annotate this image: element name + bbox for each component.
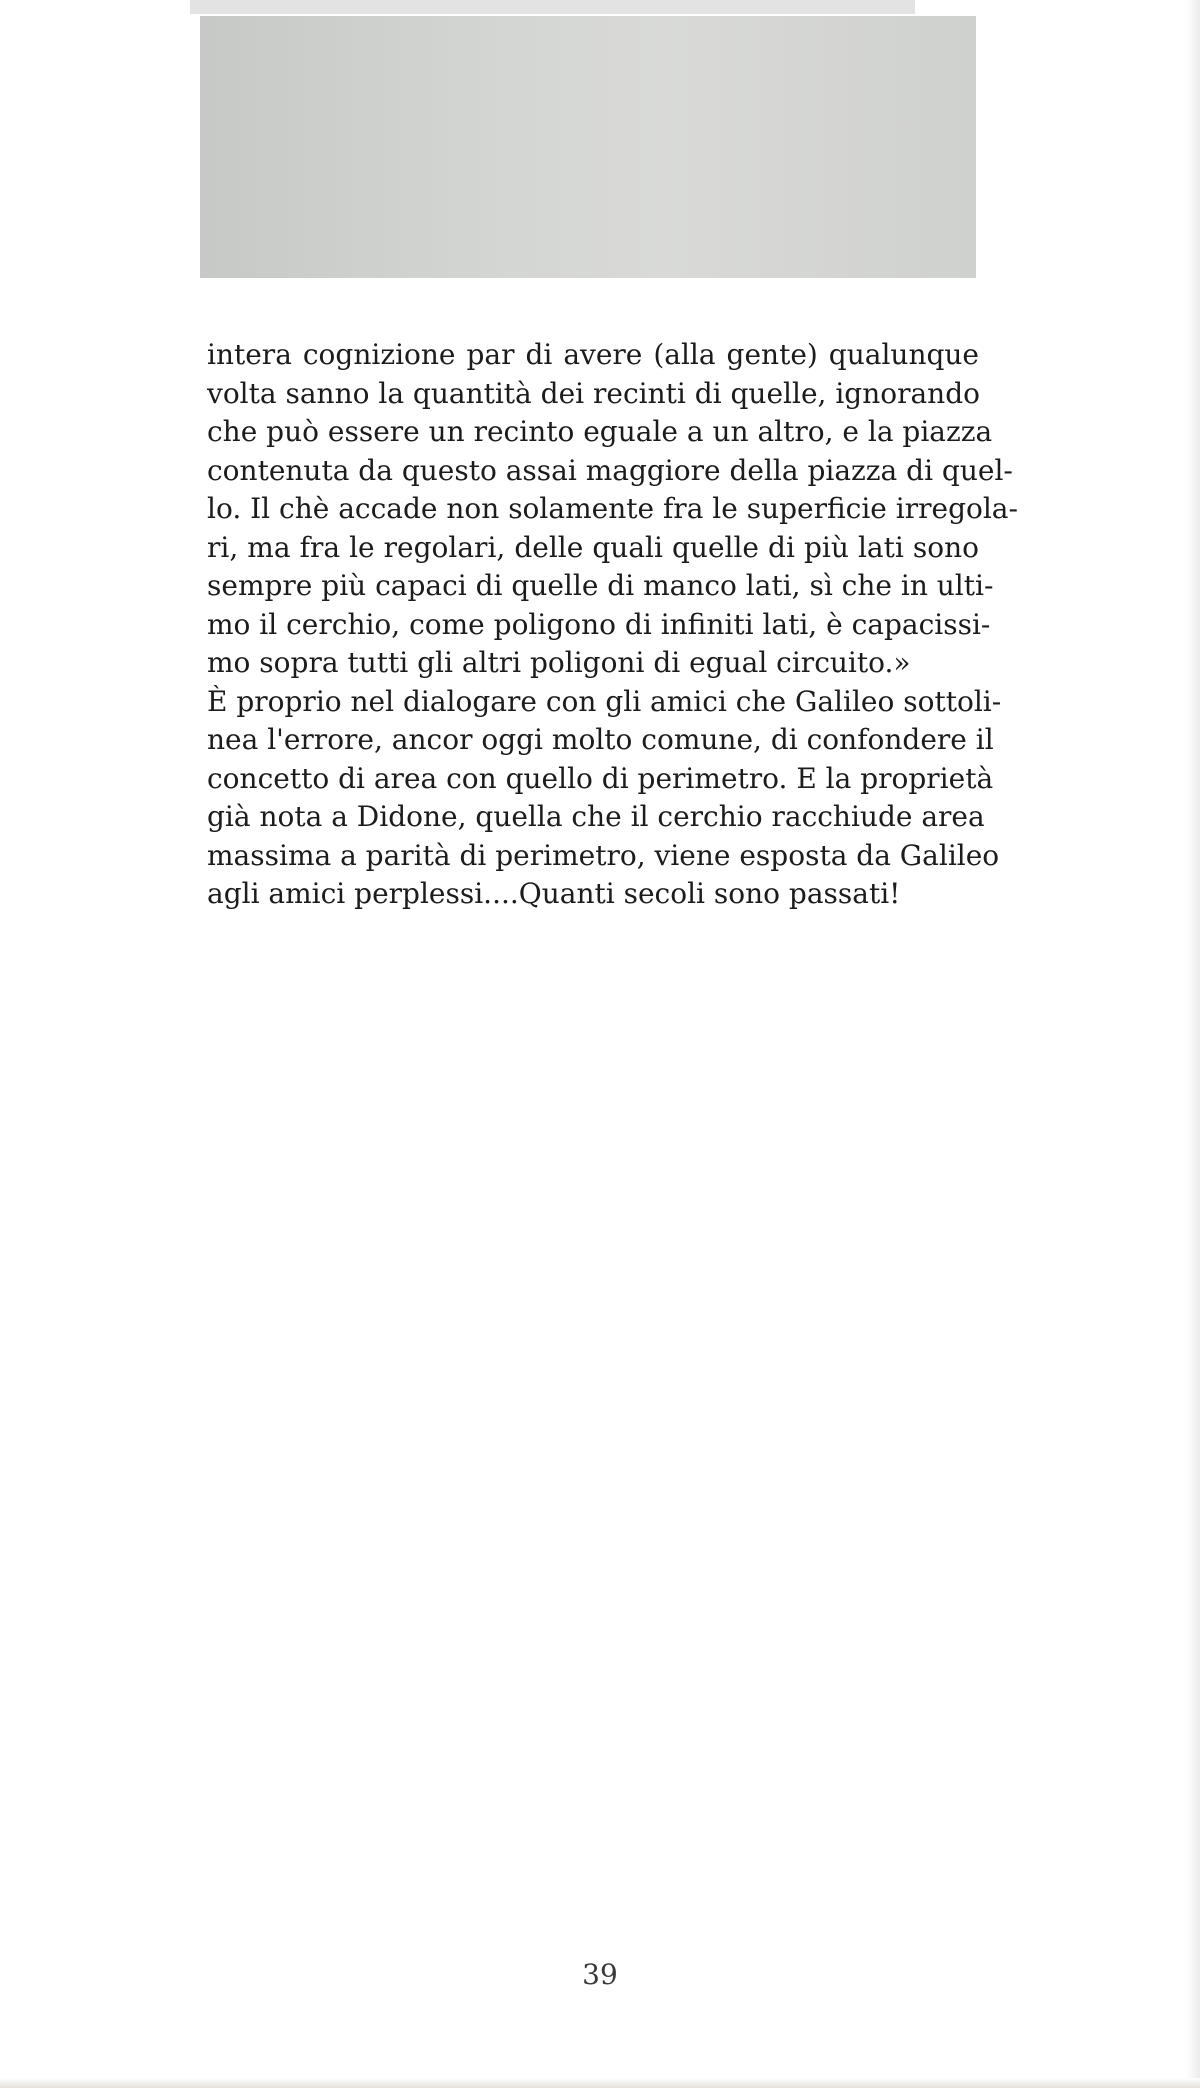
gray-image-panel	[200, 16, 976, 278]
text-line: agli amici perplessi....Quanti secoli sono passati!	[207, 877, 901, 910]
text-line: concetto di area con quello di perimetro. E la proprietà	[207, 761, 994, 795]
text-line: mo il cerchio, come poligono di infiniti lati, è capacissi-	[207, 607, 991, 641]
text-line: massima a parità di perimetro, viene esposta da Galileo	[207, 838, 1000, 872]
text-line: intera cognizione par di avere (alla gente) qualunque	[207, 338, 979, 371]
body-text	[207, 336, 1018, 914]
text-line: volta sanno la quantità dei recinti di quelle, ignorando	[207, 376, 980, 410]
page-number: 39	[582, 1958, 618, 1991]
text-line: ri, ma fra le regolari, delle quali quelle di più lati sono	[207, 530, 979, 564]
text-line: già nota a Didone, quella che il cerchio racchiude area	[207, 800, 985, 833]
text-line: che può essere un recinto eguale a un altro, e la piazza	[207, 415, 993, 448]
page-edge-shadow	[1186, 0, 1200, 2088]
text-line: nea l'errore, ancor oggi molto comune, di confondere il	[207, 723, 994, 756]
text-line: È proprio nel dialogare con gli amici che Galileo sottoli-	[207, 684, 1002, 718]
text-line: mo sopra tutti gli altri poligoni di egual circuito.»	[207, 646, 911, 679]
page-bottom-edge	[0, 2078, 1200, 2088]
text-line: sempre più capaci di quelle di manco lati, sì che in ulti-	[207, 569, 994, 602]
text-line: contenuta da questo assai maggiore della piazza di quel-	[207, 453, 1013, 487]
top-gray-band	[190, 0, 915, 14]
text-line: lo. Il chè accade non solamente fra le superficie irregola-	[207, 492, 1018, 525]
